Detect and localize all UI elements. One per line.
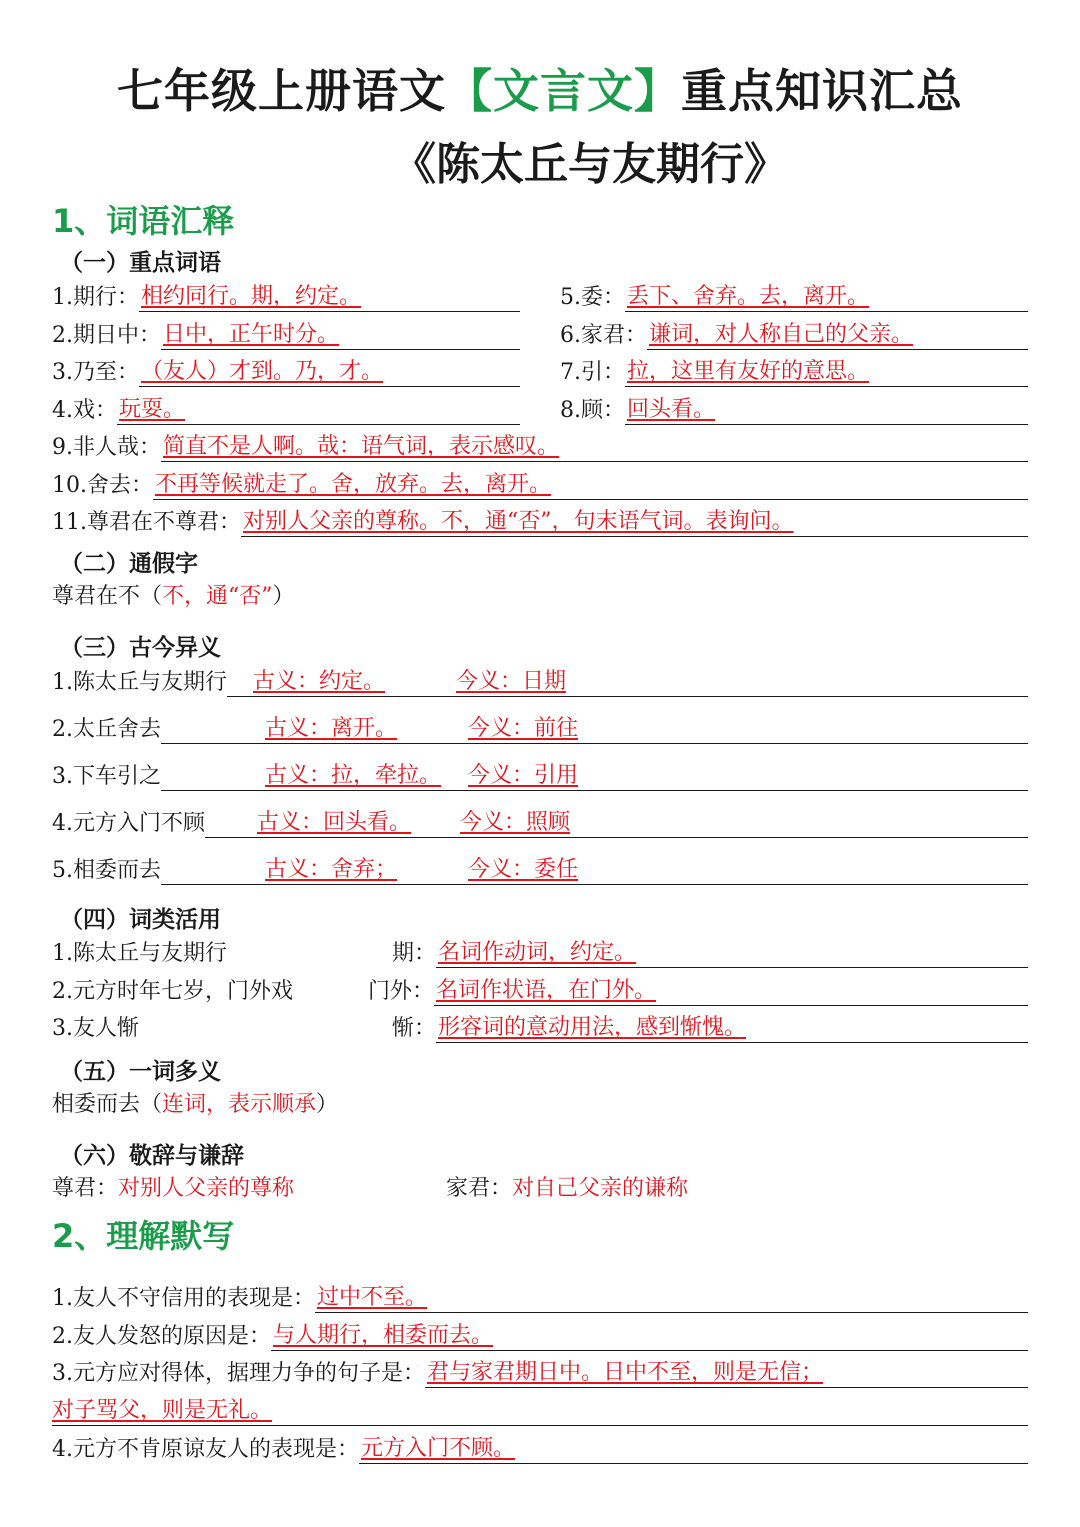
jingci-line: 尊君：对别人父亲的尊称 [52,1176,295,1201]
dictation-row: 2.友人发怒的原因是： 与人期行，相委而去。 [52,1321,1028,1351]
title-highlight: 【文言文】 [446,64,681,118]
subheading-jingci: （六）敬辞与谦辞 [60,1143,244,1169]
dictation-row: 3.元方应对得体，据理力争的句子是： 君与家君期日中。日中不至，则是无信； [52,1358,1028,1388]
word-row: 7.引： 拉，这里有友好的意思。 [560,357,1028,387]
page-title: 七年级上册语文【文言文】重点知识汇总 [117,64,963,118]
qianci-line: 家君：对自己父亲的谦称 [446,1176,689,1201]
word-row: 1.期行： 相约同行。期，约定。 [52,282,520,312]
subheading-key-words: （一）重点词语 [60,250,221,276]
duoyi-line: 相委而去（连词，表示顺承） [52,1092,339,1117]
gujin-row: 4.元方入门不顾 古义：回头看。 今义：照顾 [52,808,1028,838]
dictation-row: 1.友人不守信用的表现是： 过中不至。 [52,1283,1028,1313]
page-subtitle: 《陈太丘与友期行》 [392,139,788,190]
huoyong-sentence: 1.陈太丘与友期行 [52,941,227,966]
huoyong-row: 惭： 形容词的意动用法，感到惭愧。 [392,1013,1028,1043]
section-heading-1: 1、词语汇释 [52,202,235,240]
section-heading-2: 2、理解默写 [52,1217,235,1255]
word-row: 8.顾： 回头看。 [560,395,1028,425]
gujin-row: 3.下车引之 古义：拉，牵拉。 今义：引用 [52,761,1028,791]
huoyong-sentence: 3.友人惭 [52,1016,139,1041]
word-row: 2.期日中： 日中，正午时分。 [52,320,520,350]
word-row: 11.尊君在不尊君： 对别人父亲的尊称。不，通“否”，句末语气词。表询问。 [52,507,1028,537]
word-row: 4.戏： 玩耍。 [52,395,520,425]
huoyong-sentence: 2.元方时年七岁，门外戏 [52,979,293,1004]
huoyong-row: 期： 名词作动词，约定。 [392,938,1028,968]
gujin-row: 1.陈太丘与友期行 古义：约定。 今义：日期 [52,667,1028,697]
huoyong-row: 门外： 名词作状语，在门外。 [368,976,1028,1006]
dictation-row-continued: 对子骂父，则是无礼。 [52,1396,1028,1426]
tongjia-line: 尊君在不（不，通“否”） [52,584,295,609]
word-row: 5.委： 丢下、舍弃。去，离开。 [560,282,1028,312]
subheading-gujin: （三）古今异义 [60,635,221,661]
word-row: 6.家君： 谦词，对人称自己的父亲。 [560,320,1028,350]
subheading-duoyi: （五）一词多义 [60,1059,221,1085]
gujin-row: 2.太丘舍去 古义：离开。 今义：前往 [52,714,1028,744]
word-row: 10.舍去： 不再等候就走了。舍，放弃。去，离开。 [52,470,1028,500]
word-row: 9.非人哉： 简直不是人啊。哉：语气词，表示感叹。 [52,432,1028,462]
subheading-huoyong: （四）词类活用 [60,907,221,933]
subheading-tongjia: （二）通假字 [60,551,198,577]
word-row: 3.乃至： （友人）才到。乃，才。 [52,357,520,387]
gujin-row: 5.相委而去 古义：舍弃； 今义：委任 [52,855,1028,885]
dictation-row: 4.元方不肯原谅友人的表现是： 元方入门不顾。 [52,1434,1028,1464]
